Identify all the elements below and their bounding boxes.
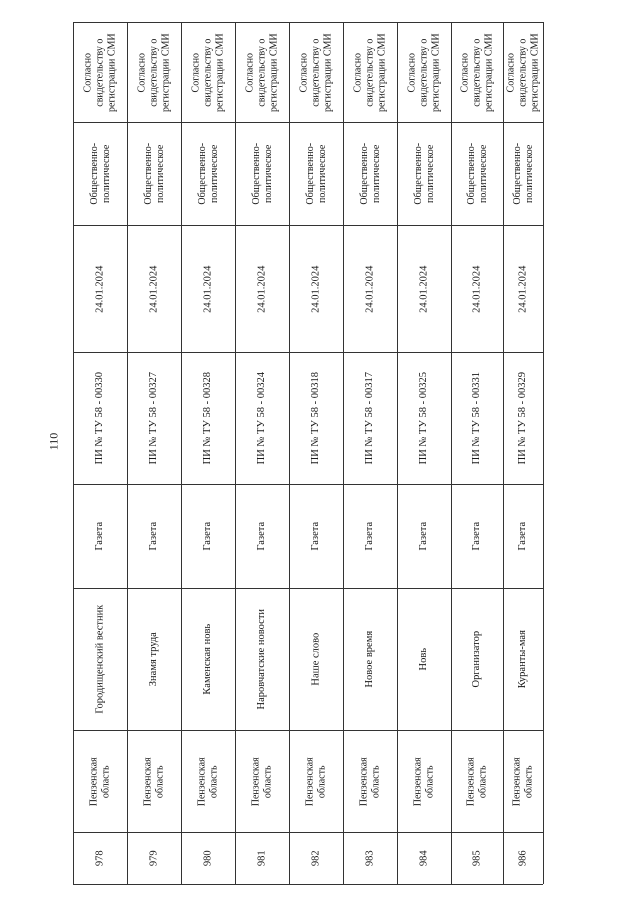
page-number-text: 110: [46, 432, 61, 450]
date-cell: [344, 226, 397, 352]
topic-cell: [128, 123, 181, 225]
date-cell: [182, 226, 235, 352]
row-number-text: 980: [202, 850, 214, 867]
kind-cell: [452, 485, 503, 588]
date-text: 24.01.2024: [202, 265, 214, 313]
title-text: Каменская новь: [202, 624, 214, 695]
date-text: 24.01.2024: [364, 265, 376, 313]
basis-text: Согласно свидетельству о регистрации СМИ: [406, 33, 442, 112]
row-number-cell: [236, 833, 289, 884]
region-text: Пензенская область: [250, 757, 274, 806]
reg-no-cell: [452, 353, 503, 484]
title-cell: [344, 589, 397, 730]
row-number-text: 984: [418, 850, 430, 867]
basis-cell: [504, 23, 543, 122]
title-text: Организатор: [471, 631, 483, 688]
kind-text: Газета: [148, 522, 160, 551]
title-cell: [504, 589, 543, 730]
date-cell: [504, 226, 543, 352]
basis-text: Согласно свидетельству о регистрации СМИ: [459, 33, 495, 112]
date-text: 24.01.2024: [148, 265, 160, 313]
basis-cell: [236, 23, 289, 122]
reg-no-cell: [74, 353, 127, 484]
title-text: Наровчатские новости: [256, 609, 268, 710]
date-cell: [398, 226, 451, 352]
basis-cell: [290, 23, 343, 122]
topic-text: Общественно- политическое: [250, 143, 274, 205]
row-number-cell: [452, 833, 503, 884]
row-number-cell: [398, 833, 451, 884]
basis-cell: [182, 23, 235, 122]
reg-no-text: ПИ № ТУ 58 - 00325: [418, 372, 430, 465]
topic-cell: [452, 123, 503, 225]
basis-text: Согласно свидетельству о регистрации СМИ: [82, 33, 118, 112]
topic-text: Общественно- политическое: [412, 143, 436, 205]
row-number-text: 982: [310, 850, 322, 867]
date-text: 24.01.2024: [517, 265, 529, 313]
kind-text: Газета: [202, 522, 214, 551]
title-cell: [182, 589, 235, 730]
region-text: Пензенская область: [304, 757, 328, 806]
topic-text: Общественно- политическое: [358, 143, 382, 205]
title-text: Куранты-мая: [517, 630, 529, 689]
basis-cell: [398, 23, 451, 122]
date-text: 24.01.2024: [310, 265, 322, 313]
kind-cell: [504, 485, 543, 588]
date-cell: [452, 226, 503, 352]
date-text: 24.01.2024: [94, 265, 106, 313]
topic-text: Общественно- политическое: [304, 143, 328, 205]
reg-no-text: ПИ № ТУ 58 - 00324: [256, 372, 268, 465]
reg-no-cell: [236, 353, 289, 484]
region-text: Пензенская область: [358, 757, 382, 806]
basis-text: Согласно свидетельству о регистрации СМИ: [352, 33, 388, 112]
basis-text: Согласно свидетельству о регистрации СМИ: [136, 33, 172, 112]
reg-no-text: ПИ № ТУ 58 - 00317: [364, 372, 376, 465]
reg-no-cell: [344, 353, 397, 484]
reg-no-cell: [182, 353, 235, 484]
topic-text: Общественно- политическое: [196, 143, 220, 205]
basis-cell: [128, 23, 181, 122]
region-text: Пензенская область: [465, 757, 489, 806]
kind-text: Газета: [517, 522, 529, 551]
basis-cell: [452, 23, 503, 122]
basis-text: Согласно свидетельству о регистрации СМИ: [505, 33, 541, 112]
region-text: Пензенская область: [142, 757, 166, 806]
basis-text: Согласно свидетельству о регистрации СМИ: [244, 33, 280, 112]
region-cell: [344, 731, 397, 832]
title-cell: [452, 589, 503, 730]
row-number-text: 983: [364, 850, 376, 867]
title-cell: [236, 589, 289, 730]
reg-no-cell: [504, 353, 543, 484]
region-cell: [452, 731, 503, 832]
row-number-cell: [504, 833, 543, 884]
reg-no-cell: [128, 353, 181, 484]
row-number-text: 981: [256, 850, 268, 867]
title-text: Новь: [418, 648, 430, 671]
table-rule-column: [73, 884, 543, 885]
region-cell: [128, 731, 181, 832]
basis-text: Согласно свидетельству о регистрации СМИ: [298, 33, 334, 112]
title-text: Знамя труда: [148, 632, 160, 687]
topic-cell: [74, 123, 127, 225]
region-text: Пензенская область: [511, 757, 535, 806]
kind-text: Газета: [310, 522, 322, 551]
row-number-text: 979: [148, 850, 160, 867]
topic-text: Общественно- политическое: [465, 143, 489, 205]
topic-cell: [344, 123, 397, 225]
kind-cell: [344, 485, 397, 588]
date-text: 24.01.2024: [471, 265, 483, 313]
title-cell: [74, 589, 127, 730]
kind-text: Газета: [364, 522, 376, 551]
reg-no-text: ПИ № ТУ 58 - 00318: [310, 372, 322, 465]
row-number-cell: [344, 833, 397, 884]
date-text: 24.01.2024: [418, 265, 430, 313]
row-number-text: 985: [471, 850, 483, 867]
basis-text: Согласно свидетельству о регистрации СМИ: [190, 33, 226, 112]
reg-no-text: ПИ № ТУ 58 - 00327: [148, 372, 160, 465]
title-cell: [290, 589, 343, 730]
date-cell: [236, 226, 289, 352]
kind-text: Газета: [471, 522, 483, 551]
reg-no-text: ПИ № ТУ 58 - 00329: [517, 372, 529, 465]
date-text: 24.01.2024: [256, 265, 268, 313]
date-cell: [74, 226, 127, 352]
reg-no-cell: [398, 353, 451, 484]
kind-cell: [128, 485, 181, 588]
title-text: Наше слово: [310, 633, 322, 686]
topic-text: Общественно- политическое: [142, 143, 166, 205]
title-text: Городищенский вестник: [94, 605, 106, 714]
table-rule-row: [543, 22, 544, 884]
row-number-text: 986: [517, 850, 529, 867]
title-text: Новое время: [364, 631, 376, 688]
row-number-cell: [128, 833, 181, 884]
topic-cell: [290, 123, 343, 225]
topic-cell: [236, 123, 289, 225]
reg-no-cell: [290, 353, 343, 484]
topic-text: Общественно- политическое: [88, 143, 112, 205]
row-number-text: 978: [94, 850, 106, 867]
region-cell: [290, 731, 343, 832]
kind-cell: [236, 485, 289, 588]
topic-cell: [182, 123, 235, 225]
row-number-cell: [290, 833, 343, 884]
region-cell: [504, 731, 543, 832]
kind-text: Газета: [256, 522, 268, 551]
kind-cell: [290, 485, 343, 588]
kind-cell: [182, 485, 235, 588]
topic-cell: [398, 123, 451, 225]
region-text: Пензенская область: [88, 757, 112, 806]
date-cell: [128, 226, 181, 352]
region-cell: [398, 731, 451, 832]
region-cell: [236, 731, 289, 832]
basis-cell: [344, 23, 397, 122]
basis-cell: [74, 23, 127, 122]
kind-cell: [398, 485, 451, 588]
reg-no-text: ПИ № ТУ 58 - 00330: [94, 372, 106, 465]
row-number-cell: [74, 833, 127, 884]
title-cell: [398, 589, 451, 730]
reg-no-text: ПИ № ТУ 58 - 00331: [471, 372, 483, 465]
kind-text: Газета: [94, 522, 106, 551]
region-text: Пензенская область: [196, 757, 220, 806]
row-number-cell: [182, 833, 235, 884]
kind-cell: [74, 485, 127, 588]
topic-text: Общественно- политическое: [511, 143, 535, 205]
title-cell: [128, 589, 181, 730]
region-cell: [182, 731, 235, 832]
date-cell: [290, 226, 343, 352]
region-text: Пензенская область: [412, 757, 436, 806]
region-cell: [74, 731, 127, 832]
topic-cell: [504, 123, 543, 225]
kind-text: Газета: [418, 522, 430, 551]
reg-no-text: ПИ № ТУ 58 - 00328: [202, 372, 214, 465]
